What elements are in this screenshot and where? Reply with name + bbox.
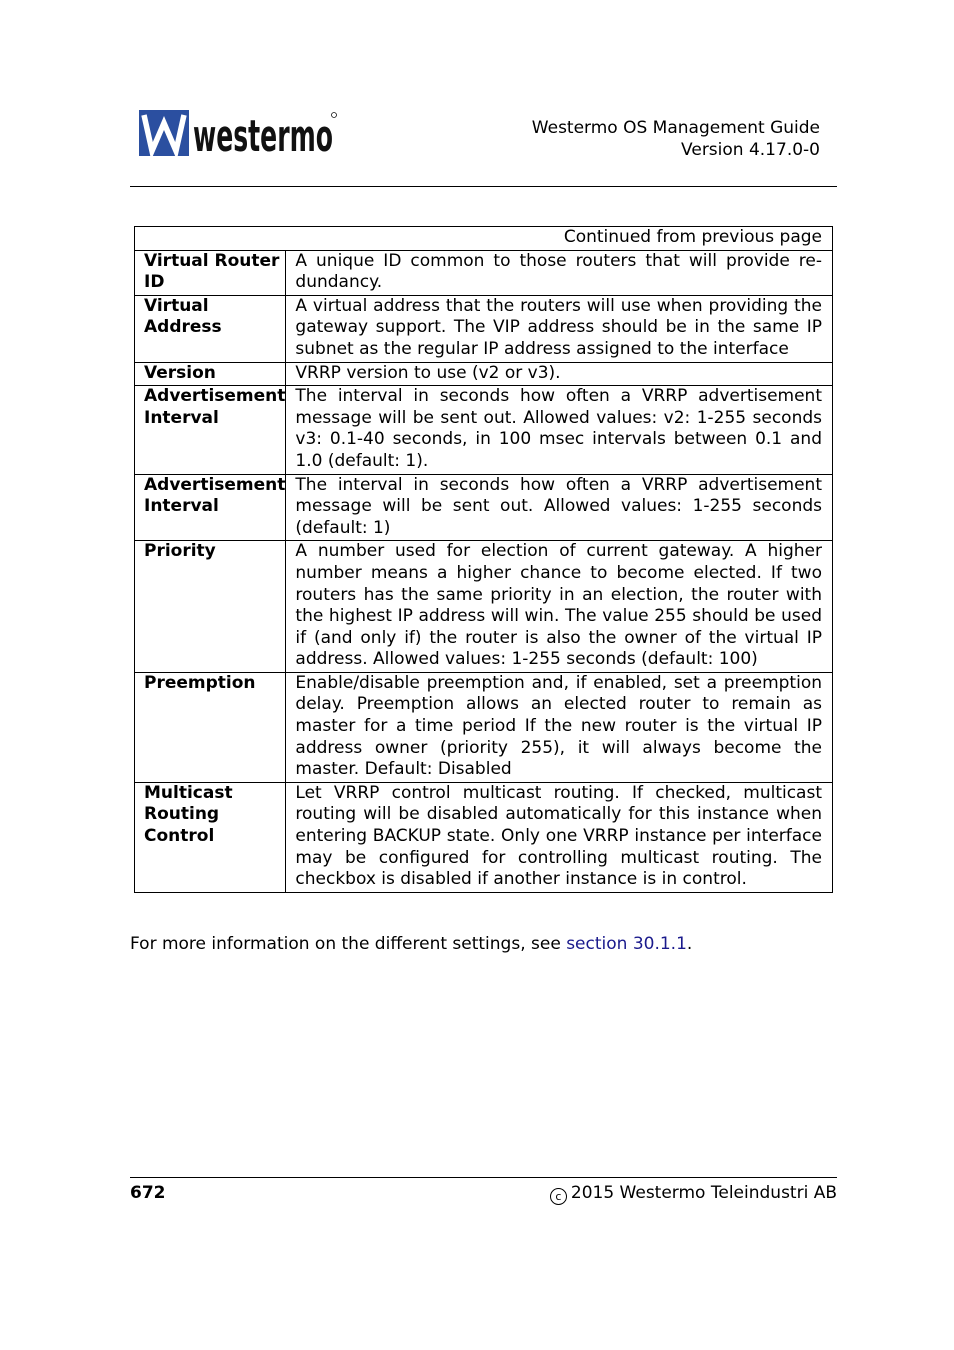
more-info-suffix: . <box>686 934 693 954</box>
parameter-name: Virtual Address <box>135 295 286 362</box>
copyright-notice <box>550 1183 837 1205</box>
more-info-prefix: For more information on the different settings, see <box>130 934 567 954</box>
more-info-paragraph <box>130 933 692 955</box>
table-row <box>135 782 833 892</box>
parameter-table <box>134 226 833 893</box>
page-number: 672 <box>130 1183 166 1203</box>
table-row <box>135 386 833 474</box>
parameter-description: The interval in seconds how often a VRRP advertisement message will be sent out. Allowed values: v2: 1-255 seconds v3: 0.1-40 seconds, in 100 msec intervals between 0.1 and 1.0 (default: 1). <box>286 386 833 474</box>
copyright-text: 2015 Westermo Teleindustri AB <box>570 1183 837 1203</box>
parameter-description: A virtual address that the routers will use when providing the gateway support. The VIP address should be in the same IP subnet as the regular IP address assigned to the interface <box>286 295 833 362</box>
table-row <box>135 295 833 362</box>
parameter-description: Let VRRP control multicast routing. If checked, multicast routing will be disabled automatically for this instance when entering BACKUP state. Only one VRRP instance per interface may be configured for controlling multicast routing. The checkbox is disabled if another instance is in control. <box>286 782 833 892</box>
header-rule <box>130 186 837 187</box>
table-row <box>135 362 833 386</box>
parameter-name: Priority <box>135 541 286 673</box>
table-row <box>135 250 833 295</box>
parameter-name: Version <box>135 362 286 386</box>
parameter-name: Preemption <box>135 672 286 782</box>
parameter-name: Virtual Router ID <box>135 250 286 295</box>
parameter-description: A unique ID common to those routers that will provide redundancy. <box>286 250 833 295</box>
parameter-description: VRRP version to use (v2 or v3). <box>286 362 833 386</box>
document-header <box>532 117 820 161</box>
footer-rule <box>130 1177 837 1178</box>
parameter-name: Advertisement Interval <box>135 474 286 541</box>
parameter-name: Multicast Routing Control <box>135 782 286 892</box>
logo-wordmark: westermo <box>193 111 333 162</box>
parameter-name: Advertisement Interval <box>135 386 286 474</box>
parameter-description: Enable/disable preemption and, if enabled, set a preemption delay. Preemption allows an elected router to remain as master for a time period If the new router is the virtual IP address owner (priority 255), it will always become the master. Default: Disabled <box>286 672 833 782</box>
table-row <box>135 474 833 541</box>
section-link[interactable]: section 30.1.1 <box>566 934 687 954</box>
table-row <box>135 672 833 782</box>
guide-version: Version 4.17.0-0 <box>681 140 820 160</box>
westermo-logo <box>139 110 339 162</box>
continued-row <box>135 227 833 251</box>
table-row <box>135 541 833 673</box>
continued-note: Continued from previous page <box>135 227 833 251</box>
parameter-description: A number used for election of current gateway. A higher number means a higher chance to become elected. If two routers has the same priority in an election, the router with the highest IP address will win. The value 255 should be used if (and only if) the router is also the owner of the virtual IP address. Allowed values: 1-255 seconds (default: 100) <box>286 541 833 673</box>
guide-title: Westermo OS Management Guide <box>531 118 820 138</box>
parameter-description: The interval in seconds how often a VRRP advertisement message will be sent out. Allowed values: 1-255 seconds (default: 1) <box>286 474 833 541</box>
copyright-symbol: c <box>550 1188 567 1205</box>
